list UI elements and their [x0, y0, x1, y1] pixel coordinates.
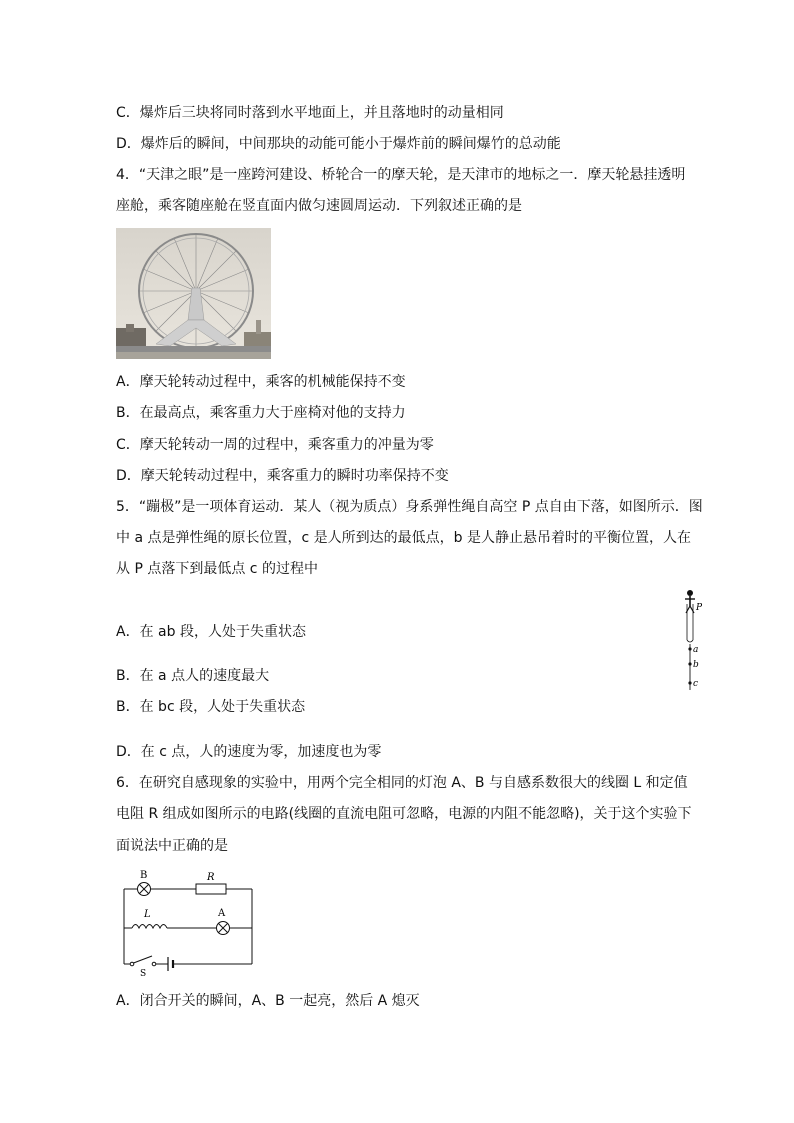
q5-stem-line-1: 5．“蹦极”是一项体育运动．某人（视为质点）身系弹性绳自高空 P 点自由下落，如图所示．图 [116, 499, 703, 515]
q3-option-c: C．爆炸后三块将同时落到水平地面上，并且落地时的动量相同 [116, 105, 504, 121]
q6-option-a: A．闭合开关的瞬间，A、B 一起亮，然后 A 熄灭 [116, 993, 420, 1009]
label-switch-s: S [140, 969, 147, 976]
label-p: P [696, 603, 703, 613]
q3-option-d: D．爆炸后的瞬间，中间那块的动能可能小于爆炸前的瞬间爆竹的总动能 [116, 136, 561, 152]
q4-stem-line-1: 4．“天津之眼”是一座跨河建设、桥轮合一的摩天轮，是天津市的地标之一．摩天轮悬挂透明 [116, 167, 686, 183]
q5-option-d: D．在 c 点，人的速度为零，加速度也为零 [116, 744, 382, 760]
q4-option-b: B．在最高点，乘客重力大于座椅对他的支持力 [116, 405, 406, 421]
label-bulb-a: A [218, 908, 226, 919]
q5-option-a: A．在 ab 段，人处于失重状态 [116, 624, 306, 640]
bungee-diagram [676, 588, 716, 694]
label-coil-l: L [144, 909, 151, 920]
q5-option-b-second: B．在 bc 段，人处于失重状态 [116, 699, 306, 715]
ferris-wheel-photo [116, 228, 271, 359]
q6-stem-line-1: 6．在研究自感现象的实验中，用两个完全相同的灯泡 A、B 与自感系数很大的线圈 L 和定值 [116, 775, 688, 791]
label-a: a [693, 645, 699, 655]
q4-stem-line-2: 座舱，乘客随座舱在竖直面内做匀速圆周运动．下列叙述正确的是 [116, 198, 522, 214]
q5-stem-line-2: 中 a 点是弹性绳的原长位置，c 是人所到达的最低点，b 是人静止悬吊着时的平衡位置，人在 [116, 530, 691, 546]
q4-option-c: C．摩天轮转动一周的过程中，乘客重力的冲量为零 [116, 437, 434, 453]
q4-option-a: A．摩天轮转动过程中，乘客的机械能保持不变 [116, 374, 406, 390]
q6-stem-line-3: 面说法中正确的是 [116, 838, 228, 854]
q6-stem-line-2: 电阻 R 组成如图所示的电路(线圈的直流电阻可忽略，电源的内阻不能忽略)，关于这个实验下 [116, 806, 692, 822]
q5-option-b-first: B．在 a 点人的速度最大 [116, 668, 270, 684]
circuit-diagram [116, 868, 262, 976]
q4-option-d: D．摩天轮转动过程中，乘客重力的瞬时功率保持不变 [116, 468, 449, 484]
q5-stem-line-3: 从 P 点落下到最低点 c 的过程中 [116, 561, 318, 577]
label-c: c [693, 679, 699, 689]
label-resistor-r: R [207, 872, 215, 883]
label-bulb-b: B [140, 870, 148, 881]
label-b: b [693, 660, 699, 670]
